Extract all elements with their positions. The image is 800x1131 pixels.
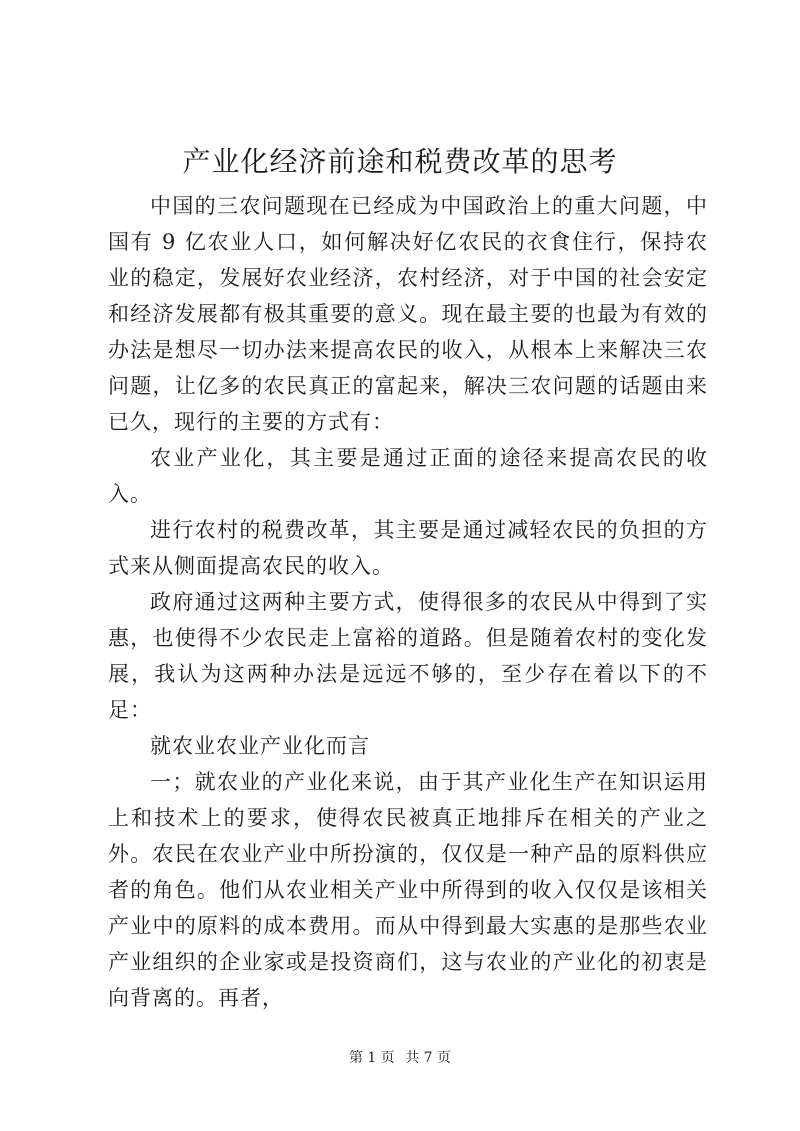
page-footer bbox=[0, 1047, 800, 1067]
paragraph-industrialization: 农业产业化，其主要是通过正面的途径来提高农民的收入。 bbox=[108, 446, 708, 506]
page-number: 第 1 页 bbox=[348, 1050, 395, 1066]
paragraph-government: 政府通过这两种主要方式，使得很多的农民从中得到了实惠，也使得不少农民走上富裕的道路。但是随着农村的变化发展，我认为这两种办法是远远不够的，至少存在着以下的不足： bbox=[108, 590, 708, 722]
paragraph-intro: 中国的三农问题现在已经成为中国政治上的重大问题，中国有 9 亿农业人口，如何解决好亿农民的衣食住行，保持农业的稳定，发展好农业经济，农村经济，对于中国的社会安定和经济发展都有极其重要的意义。现在最主要的也最为有效的办法是想尽一切办法来提高农民的收入，从根本上来解决三农问题，让亿多的农民真正的富起来，解决三农问题的话题由来已久，现行的主要的方式有： bbox=[108, 194, 708, 434]
paragraph-tax-reform: 进行农村的税费改革，其主要是通过减轻农民的负担的方式来从侧面提高农民的收入。 bbox=[108, 518, 708, 578]
document-title: 产业化经济前途和税费改革的思考 bbox=[182, 145, 618, 178]
paragraph-point-one: 一；就农业的产业化来说，由于其产业化生产在知识运用上和技术上的要求，使得农民被真正地排斥在相关的产业之外。农民在农业产业中所扮演的，仅仅是一种产品的原料供应者的角色。他们从农业相关产业中所得到的收入仅仅是该相关产业中的原料的成本费用。而从中得到最大实惠的是那些农业产业组织的企业家或是投资商们，这与农业的产业化的初衷是向背离的。再者， bbox=[108, 770, 708, 1010]
paragraph-section-heading: 就农业农业产业化而言 bbox=[150, 734, 370, 758]
page-total: 共 7 页 bbox=[405, 1050, 452, 1066]
document-body bbox=[108, 188, 708, 1016]
